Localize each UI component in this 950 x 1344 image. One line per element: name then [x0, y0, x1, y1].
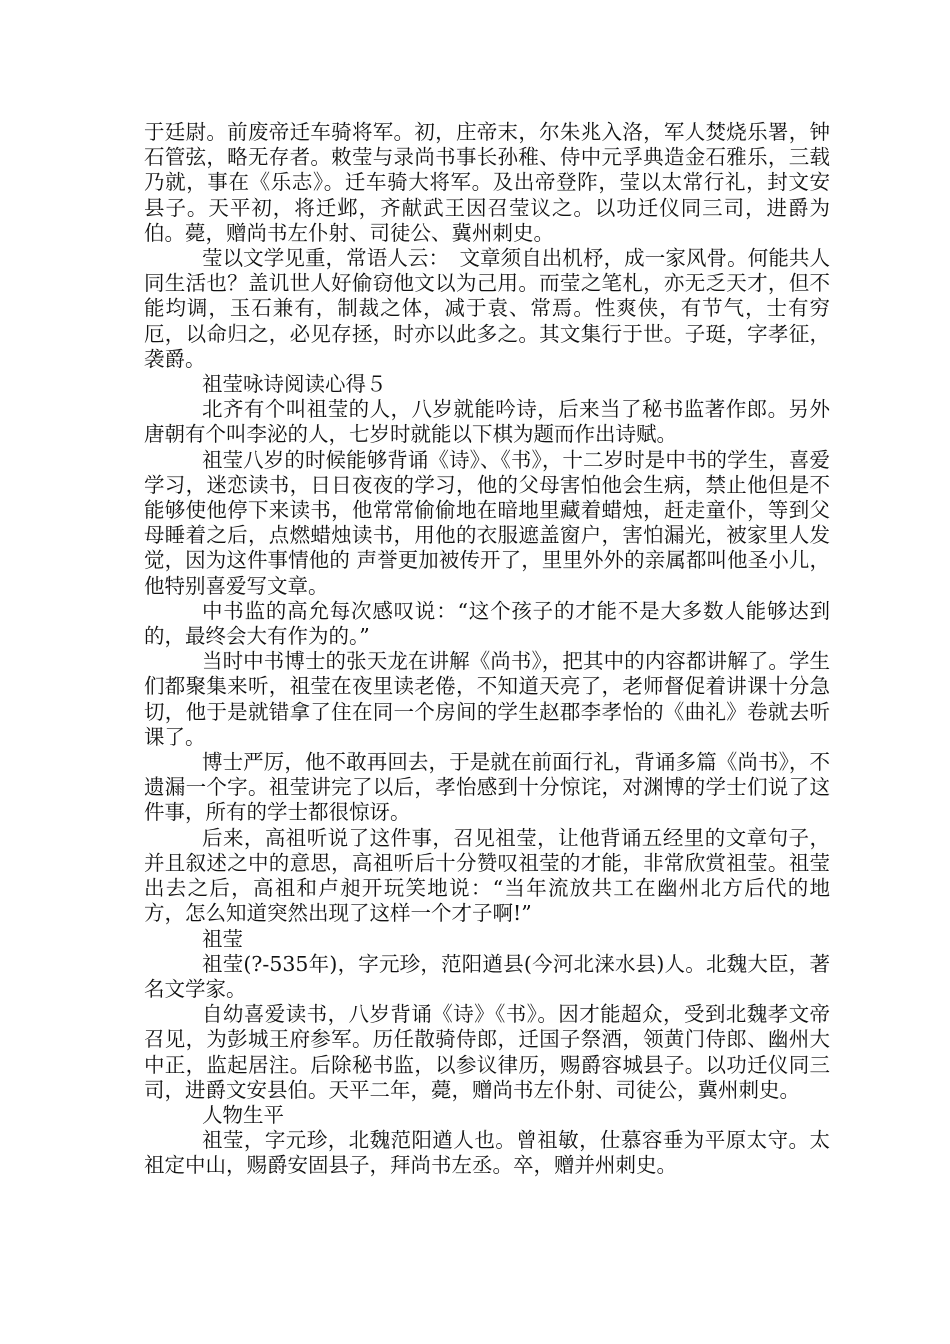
section-heading: 人物生平 — [202, 1102, 284, 1127]
paragraph: 当时中书博士的张天龙在讲解《尚书》，把其中的内容都讲解了。学生们都聚集来听，祖莹在夜里读老倦，不知道天亮了，老师督促着讲课十分急切，他于是就错拿了住在同一个房间的学生赵郡李孝怡的《曲礼》卷就去听课了。 — [144, 649, 830, 749]
paragraph: 后来，高祖听说了这件事，召见祖莹，让他背诵五经里的文章句子，并且叙述之中的意思，高祖听后十分赞叹祖莹的才能，非常欣赏祖莹。祖莹出去之后，高祖和卢昶开玩笑地说：“当年流放共工在幽州北方后代的地方，怎么知道突然出现了这样一个才子啊!” — [144, 825, 830, 926]
document-page — [144, 120, 830, 1179]
paragraph: 祖莹八岁的时候能够背诵《诗》、《书》，十二岁时是中书的学生，喜爱学习，迷恋读书，日日夜夜的学习，他的父母害怕他会生病，禁止他但是不能够使他停下来读书，他常常偷偷地在暗地里藏着蜡烛，赶走童仆，等到父母睡着之后，点燃蜡烛读书，用他的衣服遮盖窗户，害怕漏光，被家里人发觉，因为这件事情他的 声誉更加被传开了，里里外外的亲属都叫他圣小儿，他特别喜爱写文章。 — [144, 447, 830, 598]
section-heading: 祖莹咏诗阅读心得５ — [202, 372, 387, 397]
paragraph: 博士严厉，他不敢再回去，于是就在前面行礼，背诵多篇《尚书》，不遗漏一个字。祖莹讲完了以后，孝怡感到十分惊诧，对渊博的学士们说了这件事，所有的学士都很惊讶。 — [144, 750, 830, 825]
paragraph: 北齐有个叫祖莹的人，八岁就能吟诗，后来当了秘书监著作郎。另外唐朝有个叫李泌的人，七岁时就能以下棋为题而作出诗赋。 — [144, 397, 830, 447]
paragraph: 莹以文学见重，常语人云： 文章须自出机杼，成一家风骨。何能共人同生活也？盖讥世人好偷窃他文以为己用。而莹之笔札，亦无乏天才，但不能均调，玉石兼有，制裁之体，减于袁、常焉。性爽侠，有节气，士有穷厄，以命归之，必见存拯，时亦以此多之。其文集行于世。子珽，字孝征，袭爵。 — [144, 246, 830, 371]
paragraph: 祖莹(?-535年)，字元珍，范阳遒县(今河北涞水县)人。北魏大臣，著名文学家。 — [144, 951, 830, 1001]
paragraph: 中书监的高允每次感叹说：“这个孩子的才能不是大多数人能够达到的，最终会大有作为的。” — [144, 598, 830, 649]
paragraph: 自幼喜爱读书，八岁背诵《诗》《书》。因才能超众，受到北魏孝文帝召见，为彭城王府参军。历任散骑侍郎，迁国子祭酒，领黄门侍郎、幽州大中正，监起居注。后除秘书监，以参议律历，赐爵容城县子。以功迁仪同三司，进爵文安县伯。天平二年，薨，赠尚书左仆射、司徒公，冀州刺史。 — [144, 1002, 830, 1102]
paragraph-continuation: 于廷尉。前废帝迁车骑将军。初，庄帝末，尔朱兆入洛，军人焚烧乐署，钟石管弦，略无存者。敕莹与录尚书事长孙稚、侍中元孚典造金石雅乐，三载乃就，事在《乐志》。迁车骑大将军。及出帝登阼，莹以太常行礼，封文安县子。天平初，将迁邺，齐献武王因召莹议之。以功迁仪同三司，进爵为伯。薨，赠尚书左仆射、司徒公、冀州刺史。 — [144, 120, 830, 245]
section-heading: 祖莹 — [202, 926, 243, 951]
paragraph: 祖莹，字元珍，北魏范阳遒人也。曾祖敏，仕慕容垂为平原太守。太祖定中山，赐爵安固县子，拜尚书左丞。卒，赠并州刺史。 — [144, 1128, 830, 1178]
